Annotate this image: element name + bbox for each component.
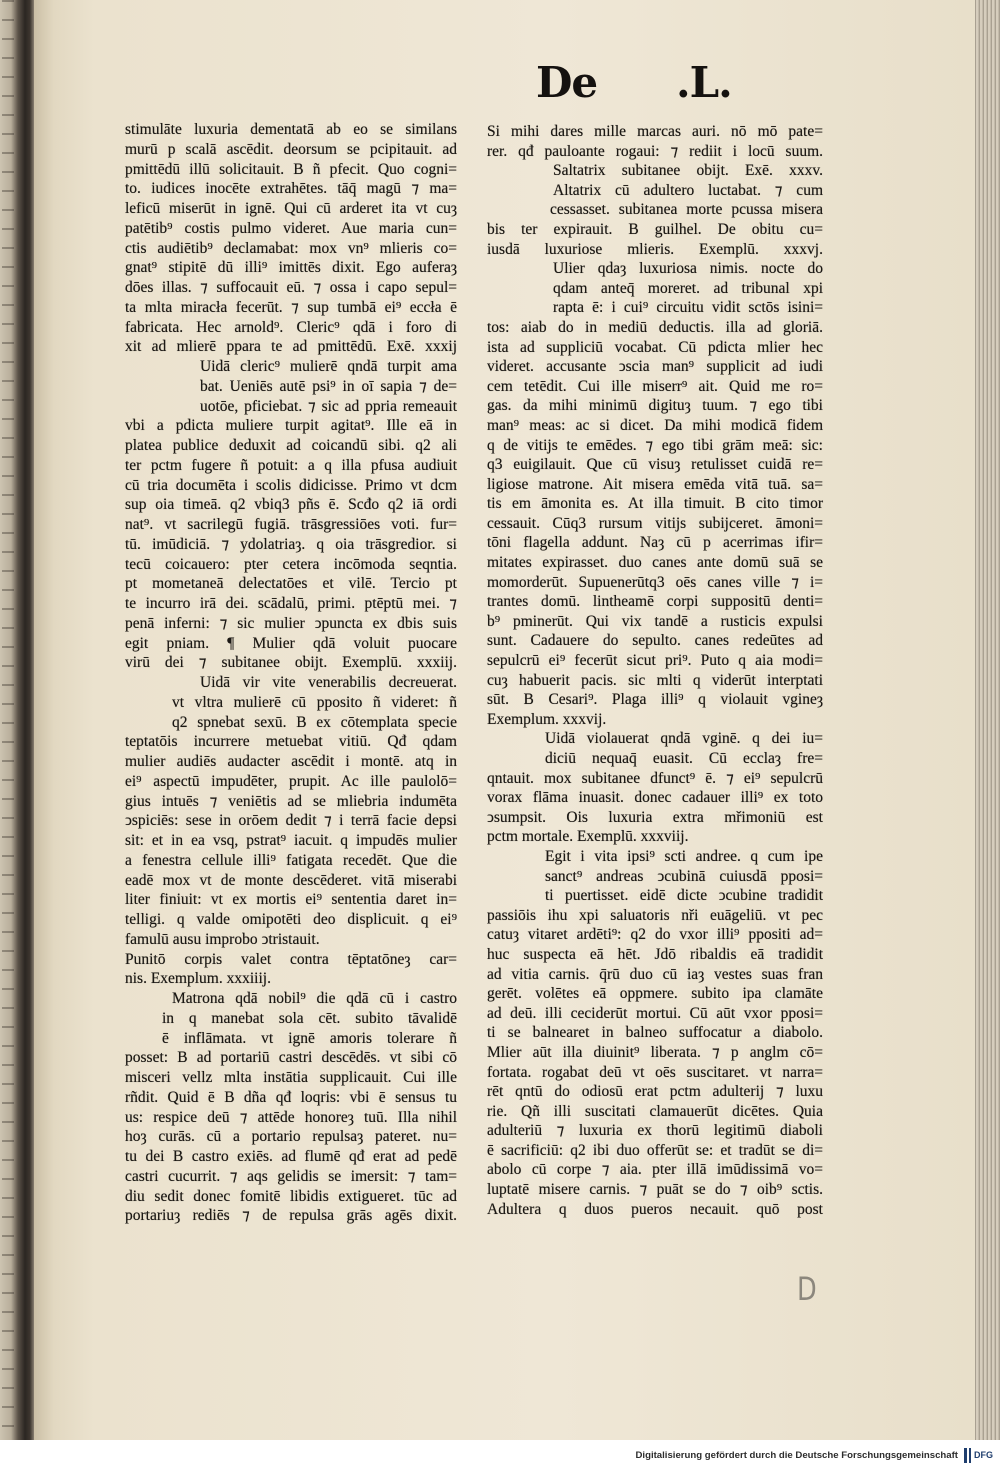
text-line: ↄsumpsit. Ois luxuria extra mřimoniū est xyxy=(487,808,823,826)
text-line: iusdā luxuriose mlieris. Exemplū. xxxvj. xyxy=(487,240,823,258)
text-line: videret. accusante ↄscia man⁹ supplicit ad iudi xyxy=(487,358,823,376)
text-line: posset: B ad portariū castri descēdēs. vt sibi cō xyxy=(125,1049,457,1067)
text-line: stimulāte luxuria dementatā ab eo se similans xyxy=(125,121,457,138)
text-line: ti puertisset. eidē dicte ↄcubine tradidit xyxy=(545,887,823,905)
text-line: luptatē misere carnis. ⁊ puāt se do ⁊ oib⁹ sctis. xyxy=(487,1181,823,1199)
text-line: qdam anteq̄ moreret. ad tribunal xpi xyxy=(553,279,823,297)
text-line: tis em āmonita es. At illa timuit. B cito timor xyxy=(487,495,823,513)
text-line: telligi. q valde omipotēti deo displicuit. q ei⁹ xyxy=(125,911,457,928)
text-line: Uidā vir vite venerabilis decreuerat. xyxy=(200,674,457,691)
text-line: rapta ē: i cui⁹ circuitu vidit sctōs isini= xyxy=(553,299,823,317)
text-line: virū dei ⁊ subitanee obijt. Exemplū. xxxiij. xyxy=(125,654,457,672)
text-line: misceri vellz mlta instātia supplicauit. Cui ille xyxy=(125,1069,457,1086)
text-line: ē sacrificiū: q2 ibi duo offerūt se: et tradūt se di= xyxy=(487,1141,823,1159)
text-line: gerēt. volētes eā oppmere. subito ipa clamāte xyxy=(487,985,823,1003)
text-line: gas. da mihi minimū digituȝ tuum. ⁊ ego tibi xyxy=(487,397,823,415)
text-line: cuȝ habuerit pacis. sic mlti q viderūt interptati xyxy=(487,671,823,689)
text-line: qntauit. mox subitanee dfunct⁹ ē. ⁊ ei⁹ sepulcrū xyxy=(487,769,823,787)
text-line: pmittēdū illū solicitauit. B ñ pfecit. Quo cogni= xyxy=(125,160,457,178)
text-line: penā inferni: ⁊ sic mulier ↄpuncta ex dbis suis xyxy=(125,614,457,632)
text-line: Matrona qdā nobil⁹ die qdā cū i castro xyxy=(172,990,457,1007)
text-line: patētib⁹ costis pulmo videret. Aue maria cun= xyxy=(125,219,457,237)
text-line: hoȝ curās. cū a portario repulsaȝ pateret. nu= xyxy=(125,1128,457,1146)
text-line: nis. Exemplum. xxxiiij. xyxy=(125,970,271,988)
text-line: Saltatrix subitanee obijt. Exē. xxxv. xyxy=(553,162,823,180)
text-line: Exemplum. xxxvij. xyxy=(487,710,607,728)
text-line: q2 spnebat sexū. B ex cōtemplata specie xyxy=(172,713,457,731)
text-line: cū tria documēta i scolis didicisse. Primo vt dcm xyxy=(125,476,457,494)
text-line: Adultera q duos pueros necauit. quō post xyxy=(487,1200,823,1218)
text-line: sit: et in ea vsq, pstrat⁹ iacuit. q impudēs mulier xyxy=(125,832,457,849)
text-line: tecū coicauero: pter cetera incōmoda seqntia. xyxy=(125,555,457,573)
text-line: mitates expirasset. duo canes ante domū suā se xyxy=(487,554,823,572)
text-line: xit ad mlierē ppara te ad pmittēdū. Exē. xxxij xyxy=(125,338,457,356)
text-line: platea publice deduxit ad coicandū sibi. q2 ali xyxy=(125,437,457,454)
text-line: us: respice deū ⁊ attēde honoreȝ tuū. Illa nihil xyxy=(125,1108,457,1126)
facing-page-gutter xyxy=(0,0,34,1440)
text-line: portariuȝ rediēs ⁊ de repulsa grās agēs dixit. xyxy=(125,1207,457,1225)
text-line: liter finiuit: vt ex mortis ei⁹ sententia daret in= xyxy=(125,891,457,909)
text-line: tū. imūdiciā. ⁊ ydolatriaȝ. q oia trāsgredior. si xyxy=(125,535,457,553)
text-line: te incurro irā dei. scādalū, primi. ptēptū mei. ⁊ xyxy=(125,595,457,612)
text-line: bis ter expirauit. B guilhel. De obitu cu= xyxy=(487,220,823,238)
text-line: murū p scalā ascēdit. deorsum se pcipitauit. ad xyxy=(125,140,457,158)
text-line: castri cucurrit. ⁊ aqs gelidis se imersit: ⁊ tam= xyxy=(125,1167,457,1185)
text-line: catuȝ vitaret ardēti⁹: q2 do vxor illi⁹ ppositi ad= xyxy=(487,926,823,944)
text-line: abolo cū corpe ⁊ aia. pter illā imūdissimā vo= xyxy=(487,1161,823,1179)
running-head-word: De xyxy=(536,58,598,107)
text-line: sup oia timeā. q2 vbiq3 pñs ē. Scđo q2 iā ordi xyxy=(125,496,457,514)
page-edges xyxy=(975,0,1000,1440)
text-line: sūt. B Cesari⁹. Plaga illi⁹ q violauit vgineȝ xyxy=(487,691,823,709)
text-line: sanct⁹ andreas ↄcubinā cuiusdā pposi= xyxy=(545,867,823,885)
text-line: Punitō corpis valet contra tēptatōneȝ car= xyxy=(125,950,457,968)
text-line: rer. qđ pauloante rogaui: ⁊ rediit i locū suum. xyxy=(487,142,823,160)
text-line: ē inflāmata. vt ignē amoris tolerare ñ xyxy=(162,1029,457,1047)
text-line: tos: aiab do in mediū deductis. illa ad gloriā. xyxy=(487,318,823,336)
text-line: pt mometaneā delectatōes et vilē. Tercio pt xyxy=(125,575,457,593)
text-line: eadē mox vt de monte descēderet. vitā miserabi xyxy=(125,871,457,889)
text-line: vbi a pdicta muliere turpit agitat⁹. Ille eā in xyxy=(125,417,457,435)
text-line: egit pniam. ¶ Mulier qdā voluit puocare xyxy=(125,634,457,652)
right-text-column xyxy=(487,122,823,1219)
text-line: cessasset. subitanea morte pcussa misera xyxy=(550,201,823,219)
text-line: trantes domū. lintheamē corpi suppositū denti= xyxy=(487,593,823,611)
text-line: ei⁹ aspectū impudēter, prupit. Ac ille paulolō= xyxy=(125,772,457,790)
text-line: ta mlta miracła fecerūt. ⁊ sup tumbā ei⁹ eccła ē xyxy=(125,298,457,316)
text-line: ligiose matrone. Ait misera emēda vitā tuā. sa= xyxy=(487,475,823,493)
text-line: Si mihi dares mille marcas auri. nō mō pate= xyxy=(487,123,823,140)
text-line: rñdit. Quid ē B dña qđ loqris: vbi ē sensus tu xyxy=(125,1088,457,1106)
text-line: ad deū. illi ceciderūt mortui. Cū aūt vxor pposi= xyxy=(487,1004,823,1022)
left-text-column xyxy=(125,120,457,1226)
text-line: sepulcrū ei⁹ fecerūt sicut pri⁹. Puto q aia modi= xyxy=(487,652,823,670)
text-line: Uidā cleric⁹ mulierē qndā turpit ama xyxy=(200,358,457,375)
text-line: cem tetēdit. Cui ille miserr⁹ ait. Quid me ro= xyxy=(487,377,823,395)
text-line: diciū nequaq̄ euasit. Cū ecclaȝ fre= xyxy=(545,750,823,767)
text-line: tu dei B castro exiēs. ad flumē qđ erat ad pedē xyxy=(125,1148,457,1165)
text-line: q de vitijs te emēdes. ⁊ ego tibi grām meā: sic: xyxy=(487,436,823,454)
folio-number: .L. xyxy=(676,58,732,107)
digitization-credit: Digitalisierung gefördert durch die Deutsche Forschungsgemeinschaft xyxy=(635,1450,958,1461)
text-line: uotōe, pficiebat. ⁊ sic ad ppria remeauit xyxy=(200,397,457,415)
text-line: vorax flāma inuasit. donec cadauer illi⁹ ex toto xyxy=(487,789,823,807)
text-line: b⁹ pminerūt. Qui vix tandē a rusticis expulsi xyxy=(487,612,823,630)
text-line: Altatrix cū adultero luctabat. ⁊ cum xyxy=(553,181,823,199)
text-line: ter pctm fugere ñ potuit: a q illa pfusa audiuit xyxy=(125,456,457,474)
text-line: rie. Qñ illi suscitati clamauerūt dicētes. Quia xyxy=(487,1102,823,1120)
text-line: ti se balnearet in balneo suffocatur a diabolo. xyxy=(487,1024,823,1042)
text-line: ad vitia carnis. q̄rū duo cū iaȝ vestes suas fran xyxy=(487,965,823,983)
dfg-logo: DFG xyxy=(964,1448,995,1463)
text-line: Egit i vita ipsi⁹ scti andree. q cum ipe xyxy=(545,847,823,865)
text-line: a fenestra cellule illi⁹ fatigata recedēt. Que die xyxy=(125,851,457,869)
text-line: leficū miserūt in ignē. Qui cū arderet ita vt cuȝ xyxy=(125,200,457,217)
text-line: Uidā violauerat qndā vginē. q dei iu= xyxy=(545,730,823,748)
text-line: sunt. Cadauere do sepulto. canes redeūtes ad xyxy=(487,632,823,650)
text-line: nat⁹. vt sacrilegū fugiā. trāsgressiōes voti. fur= xyxy=(125,516,457,533)
text-line: dōes illas. ⁊ suffocauit eū. ⁊ ossa i capo sepul= xyxy=(125,279,457,296)
text-line: pctm mortale. Exemplū. xxxviij. xyxy=(487,828,689,846)
text-line: momorderūt. Supuenerūtq3 oēs canes ville ⁊ i= xyxy=(487,573,823,591)
text-line: diu sedit donec fomitē libidis extigueret. tūc ad xyxy=(125,1187,457,1205)
text-line: ↄspiciēs: sese in orōem dedit ⁊ i terrā facie depsi xyxy=(125,812,457,830)
pencil-mark: D xyxy=(797,1270,817,1308)
text-line: bat. Ueniēs autē psi⁹ in oī sapia ⁊ de= xyxy=(200,377,457,395)
text-line: man⁹ meas: ac si dicet. Da mihi modicā fidem xyxy=(487,416,823,434)
text-line: Ulier qdaȝ luxuriosa nimis. nocte do xyxy=(553,260,823,278)
text-line: q3 euigilauit. Que cū visuȝ retulisset cuidā re= xyxy=(487,456,823,474)
text-line: adulteriū ⁊ luxuria ex thorū legitimū diaboli xyxy=(487,1122,823,1140)
text-line: gius intuēs ⁊ veniētis ad se mliebria indumēta xyxy=(125,792,457,810)
text-line: ista ad suppliciū vocabat. Cū pdicta mlier hec xyxy=(487,338,823,356)
text-line: cessauit. Cūq3 rursum vitijs subijceret. āmoni= xyxy=(487,514,823,532)
text-line: Mlier aūt illa diuinit⁹ liberata. ⁊ p anglm cō= xyxy=(487,1043,823,1061)
text-line: fortata. rogabat deū vt oēs suscitaret. vt narra= xyxy=(487,1063,823,1081)
text-line: mulier audiēs audacter ascēdit i montē. atq in xyxy=(125,753,457,770)
text-line: vt vltra mulierē cū pposito ñ videret: ñ xyxy=(172,693,457,711)
text-line: ctis audiētib⁹ declamabat: mox vn⁹ mlieris co= xyxy=(125,239,457,257)
text-line: gnat⁹ stipitē dū illi⁹ imittēs dixit. Ego auferaȝ xyxy=(125,259,457,277)
text-line: passiōis ihu xpi saluatoris nři euāgeliū. vt pec xyxy=(487,906,823,924)
text-line: huc suspecta eā hēt. Jdō ribaldis eā tradidit xyxy=(487,945,823,963)
text-line: to. iudices inocēte extrahētes. tāq̄ magū ⁊ ma= xyxy=(125,180,457,198)
text-line: rēt qntū do odiosū erat pctm adulterij ⁊ luxu xyxy=(487,1083,823,1101)
text-line: teptatōis incurrere metuebat vitiū. Qđ qdam xyxy=(125,733,457,751)
text-line: in q manebat sola cēt. subito tāvalidē xyxy=(162,1009,457,1027)
text-line: fabricata. Hec arnold⁹. Cleric⁹ qdā i foro di xyxy=(125,318,457,336)
text-line: famulū ausu improbo ↄtristauit. xyxy=(125,930,320,948)
text-line: tōni flagella addunt. Naȝ cū p acerrimas ifir= xyxy=(487,534,823,552)
